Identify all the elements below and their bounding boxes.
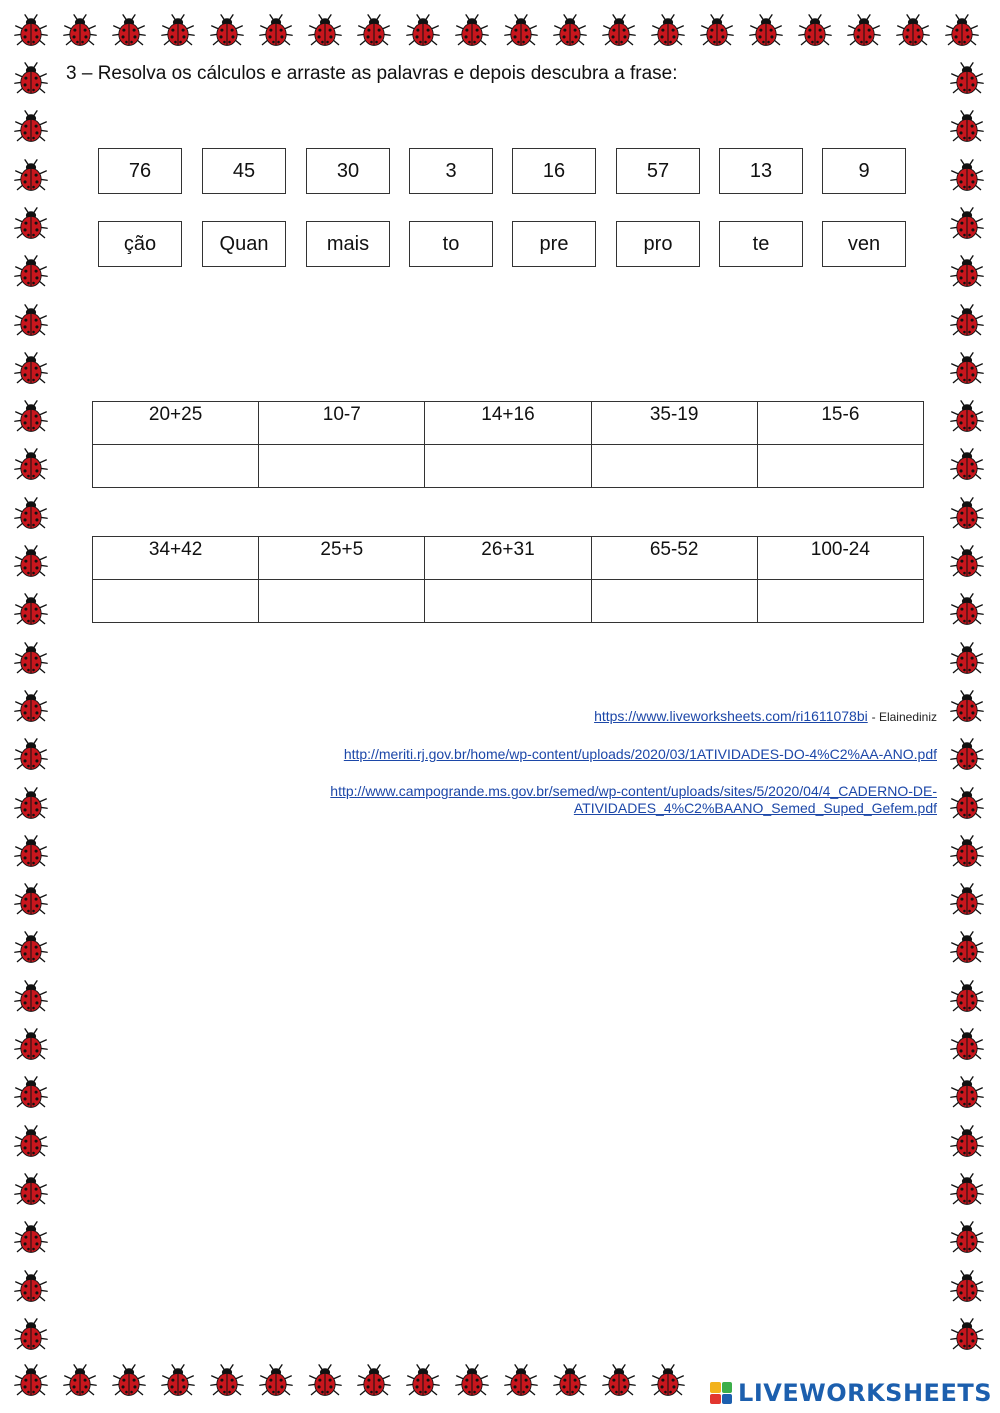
- answer-drop-cell[interactable]: [425, 445, 591, 488]
- ladybug-icon: [112, 1364, 146, 1398]
- ladybug-icon: [259, 1364, 293, 1398]
- ladybug-icon: [14, 207, 48, 241]
- calc-expression: 100-24: [757, 537, 923, 580]
- ladybug-icon: [406, 1364, 440, 1398]
- syllable-box[interactable]: te: [719, 221, 803, 267]
- ladybug-icon: [161, 14, 195, 48]
- ladybug-icon: [455, 1364, 489, 1398]
- ladybug-icon: [950, 1318, 984, 1352]
- calc-expression: 20+25: [93, 402, 259, 445]
- ladybug-icon: [14, 642, 48, 676]
- ladybug-icon: [504, 14, 538, 48]
- ladybug-icon: [504, 1364, 538, 1398]
- ladybug-icon: [357, 1364, 391, 1398]
- ladybug-icon: [651, 1364, 685, 1398]
- syllable-box[interactable]: ven: [822, 221, 906, 267]
- ladybug-icon: [950, 159, 984, 193]
- ladybug-icon: [950, 738, 984, 772]
- ladybug-icon: [14, 14, 48, 48]
- number-box: 45: [202, 148, 286, 194]
- answer-drop-cell[interactable]: [259, 580, 425, 623]
- ladybug-icon: [357, 14, 391, 48]
- answer-drop-cell[interactable]: [757, 580, 923, 623]
- answer-drop-cell[interactable]: [591, 445, 757, 488]
- link-text-line-2: ATIVIDADES_4%C2%BAANO_Semed_Suped_Gefem.pdf: [573, 800, 937, 816]
- ladybug-icon: [950, 690, 984, 724]
- ladybug-icon: [798, 14, 832, 48]
- author-credit: - Elainediniz: [871, 710, 937, 724]
- number-box: 76: [98, 148, 182, 194]
- ladybug-icon: [950, 931, 984, 965]
- instruction-text: 3 – Resolva os cálculos e arraste as palavras e depois descubra a frase:: [66, 63, 678, 84]
- answer-row: [93, 580, 924, 623]
- ladybug-icon: [553, 14, 587, 48]
- ladybug-icon: [950, 400, 984, 434]
- ladybug-icon: [14, 980, 48, 1014]
- ladybug-icon: [210, 1364, 244, 1398]
- ladybug-icon: [14, 690, 48, 724]
- syllable-box[interactable]: pro: [616, 221, 700, 267]
- answer-drop-cell[interactable]: [591, 580, 757, 623]
- ladybug-icon: [14, 1125, 48, 1159]
- ladybug-icon: [950, 497, 984, 531]
- ladybug-icon: [14, 255, 48, 289]
- answer-drop-cell[interactable]: [259, 445, 425, 488]
- ladybug-icon: [950, 352, 984, 386]
- ladybug-icon: [896, 14, 930, 48]
- source-link-liveworksheets[interactable]: https://www.liveworksheets.com/ri1611078bi: [594, 708, 868, 724]
- ladybug-icon: [950, 883, 984, 917]
- ladybug-icon: [950, 110, 984, 144]
- ladybug-icon: [308, 14, 342, 48]
- source-links: [237, 708, 937, 837]
- calc-row: [93, 537, 924, 580]
- ladybug-icon: [14, 835, 48, 869]
- ladybug-icon: [749, 14, 783, 48]
- ladybug-icon: [700, 14, 734, 48]
- ladybug-icon: [63, 1364, 97, 1398]
- calc-expression: 10-7: [259, 402, 425, 445]
- ladybug-icon: [950, 207, 984, 241]
- ladybug-icon: [455, 14, 489, 48]
- ladybug-icon: [950, 980, 984, 1014]
- ladybug-icon: [14, 159, 48, 193]
- ladybug-icon: [14, 400, 48, 434]
- ladybug-icon: [950, 1125, 984, 1159]
- ladybug-icon: [950, 1028, 984, 1062]
- answer-drop-cell[interactable]: [93, 580, 259, 623]
- calc-expression: 35-19: [591, 402, 757, 445]
- number-box: 3: [409, 148, 493, 194]
- ladybug-icon: [14, 352, 48, 386]
- ladybug-icon: [14, 545, 48, 579]
- ladybug-icon: [950, 835, 984, 869]
- ladybug-icon: [14, 1364, 48, 1398]
- ladybug-icon: [950, 545, 984, 579]
- ladybug-icon: [14, 738, 48, 772]
- calc-expression: 26+31: [425, 537, 591, 580]
- ladybug-icon: [112, 14, 146, 48]
- ladybug-icon: [14, 62, 48, 96]
- ladybug-icon: [950, 787, 984, 821]
- calc-expression: 34+42: [93, 537, 259, 580]
- source-link-campogrande[interactable]: [330, 783, 937, 816]
- ladybug-icon: [602, 14, 636, 48]
- calc-table-2: [92, 536, 924, 623]
- ladybug-icon: [210, 14, 244, 48]
- ladybug-icon: [950, 1221, 984, 1255]
- ladybug-icon: [950, 1076, 984, 1110]
- calc-table-1: [92, 401, 924, 488]
- ladybug-icon: [14, 931, 48, 965]
- answer-drop-cell[interactable]: [93, 445, 259, 488]
- ladybug-icon: [950, 448, 984, 482]
- ladybug-icon: [950, 642, 984, 676]
- ladybug-icon: [950, 255, 984, 289]
- ladybug-icon: [406, 14, 440, 48]
- link-text-line-1: http://www.campogrande.ms.gov.br/semed/wp-content/uploads/sites/5/2020/04/4_CADERNO-DE-: [330, 783, 937, 799]
- ladybug-icon: [63, 14, 97, 48]
- syllable-box[interactable]: to: [409, 221, 493, 267]
- ladybug-icon: [14, 1173, 48, 1207]
- calc-expression: 25+5: [259, 537, 425, 580]
- syllable-box[interactable]: Quan: [202, 221, 286, 267]
- number-box: 16: [512, 148, 596, 194]
- ladybug-icon: [14, 448, 48, 482]
- number-box: 57: [616, 148, 700, 194]
- syllable-box[interactable]: ção: [98, 221, 182, 267]
- logo-badge-icon: [710, 1382, 732, 1404]
- ladybug-icon: [950, 62, 984, 96]
- source-link-meriti[interactable]: http://meriti.rj.gov.br/home/wp-content/uploads/2020/03/1ATIVIDADES-DO-4%C2%AA-ANO.pdf: [343, 746, 937, 762]
- answer-drop-cell[interactable]: [425, 580, 591, 623]
- ladybug-icon: [308, 1364, 342, 1398]
- ladybug-icon: [950, 1270, 984, 1304]
- answer-drop-cell[interactable]: [757, 445, 923, 488]
- logo-text: LIVEWORKSHEETS: [738, 1379, 992, 1407]
- ladybug-icon: [651, 14, 685, 48]
- ladybug-icon: [14, 1270, 48, 1304]
- calc-row: [93, 402, 924, 445]
- ladybug-icon: [602, 1364, 636, 1398]
- ladybug-icon: [950, 1173, 984, 1207]
- syllable-box[interactable]: pre: [512, 221, 596, 267]
- ladybug-icon: [950, 304, 984, 338]
- ladybug-icon: [14, 1318, 48, 1352]
- number-box: 30: [306, 148, 390, 194]
- ladybug-icon: [847, 14, 881, 48]
- liveworksheets-logo[interactable]: [710, 1379, 992, 1407]
- ladybug-icon: [14, 304, 48, 338]
- ladybug-icon: [14, 593, 48, 627]
- calc-expression: 65-52: [591, 537, 757, 580]
- answer-row: [93, 445, 924, 488]
- calc-expression: 15-6: [757, 402, 923, 445]
- calc-expression: 14+16: [425, 402, 591, 445]
- ladybug-icon: [14, 110, 48, 144]
- ladybug-icon: [259, 14, 293, 48]
- ladybug-icon: [14, 1028, 48, 1062]
- ladybug-icon: [14, 1221, 48, 1255]
- ladybug-icon: [14, 787, 48, 821]
- syllable-box[interactable]: mais: [306, 221, 390, 267]
- ladybug-icon: [553, 1364, 587, 1398]
- ladybug-icon: [945, 14, 979, 48]
- ladybug-icon: [14, 497, 48, 531]
- ladybug-icon: [950, 593, 984, 627]
- ladybug-icon: [14, 883, 48, 917]
- ladybug-icon: [14, 1076, 48, 1110]
- ladybug-icon: [161, 1364, 195, 1398]
- number-box: 13: [719, 148, 803, 194]
- number-box: 9: [822, 148, 906, 194]
